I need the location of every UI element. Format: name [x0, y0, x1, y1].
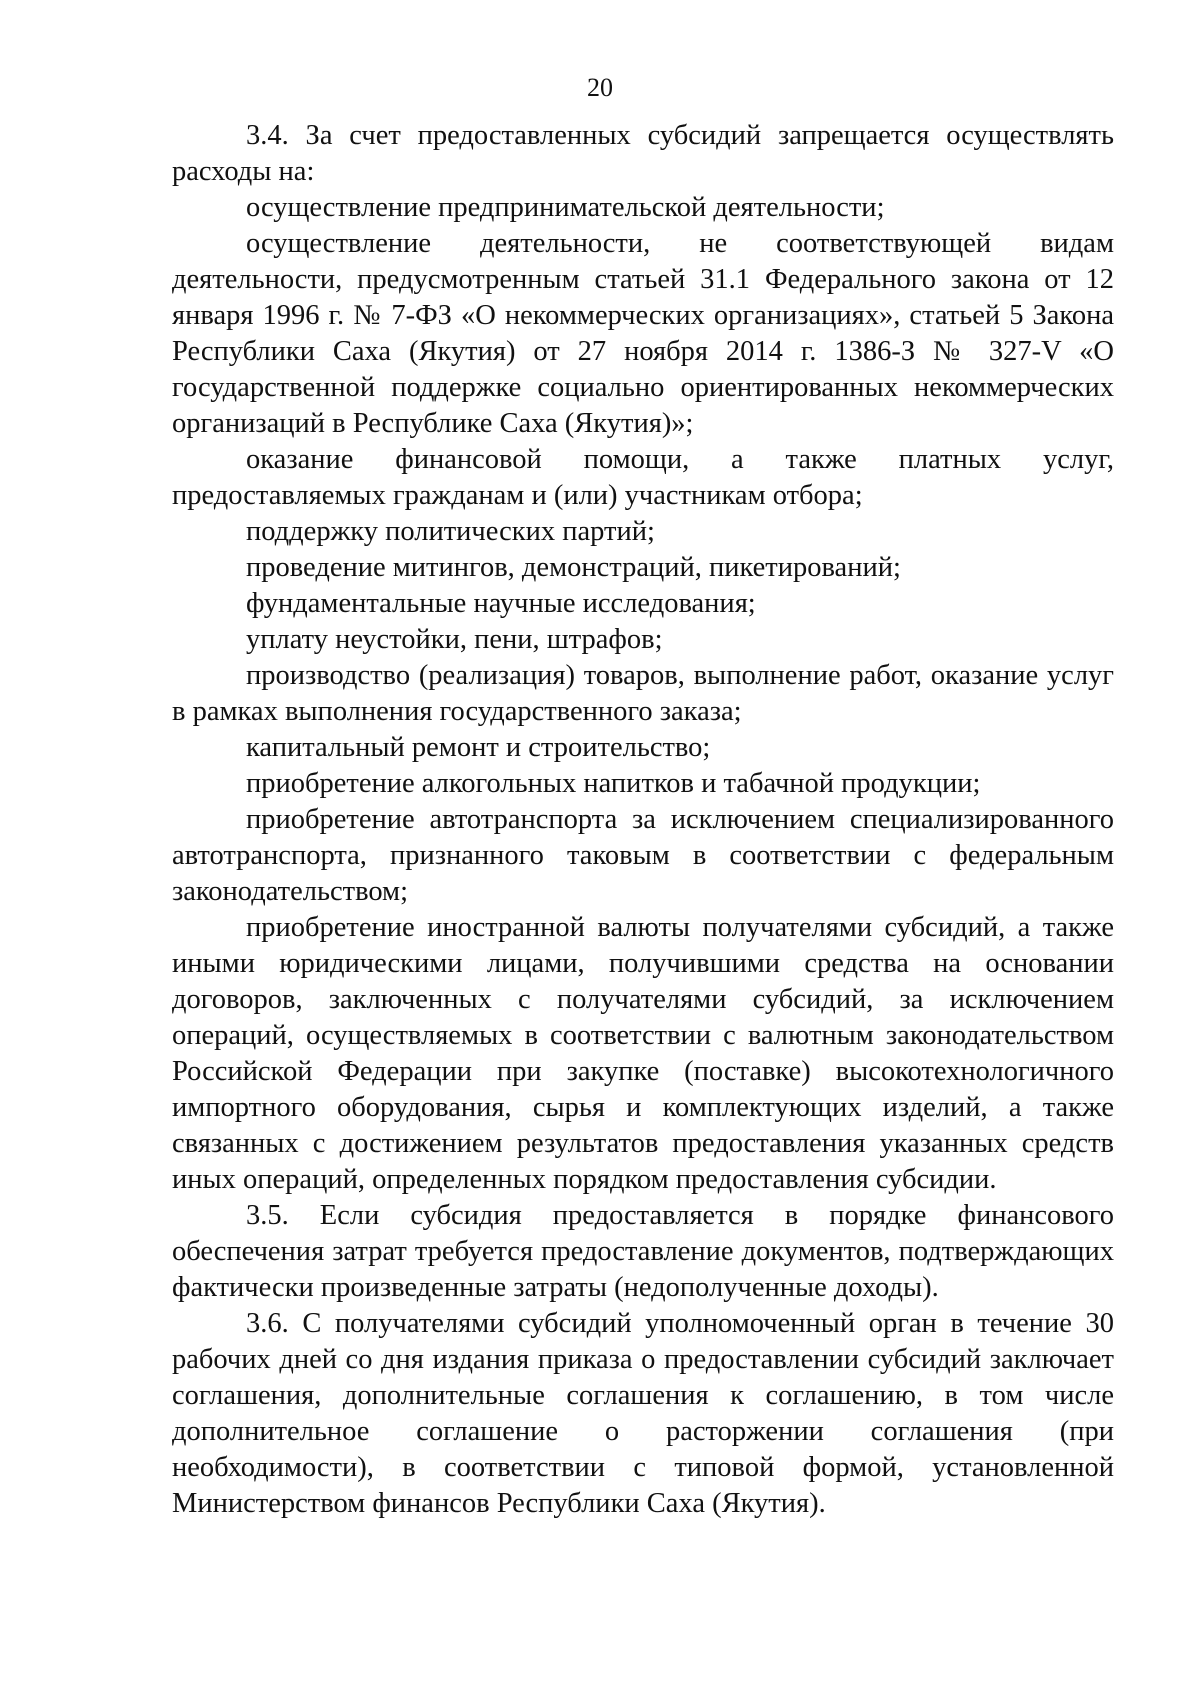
list-item: приобретение иностранной валюты получателями субсидий, а также иными юридическими лицами, получившими средства на основании договоров, заключенных с получателями субсидий, за исключением операций, осуществляемых в соответствии с валютным законодательством Российской Федерации при закупке (поставке) высокотехнологичного импортного оборудования, сырья и комплектующих изделий, а также связанных с достижением результатов предоставления указанных средств иных операций, определенных порядком предоставления субсидии. [172, 912, 1114, 1195]
list-item: производство (реализация) товаров, выполнение работ, оказание услуг в рамках выполнения государственного заказа; [172, 660, 1114, 727]
list-item: осуществление предпринимательской деятельности; [246, 192, 885, 223]
list-item: приобретение автотранспорта за исключением специализированного автотранспорта, признанного таковым в соответствии с федеральным законодательством; [172, 804, 1114, 907]
list-item: фундаментальные научные исследования; [246, 588, 756, 619]
list-item: проведение митингов, демонстраций, пикетирований; [246, 552, 901, 583]
page-number: 20 [587, 73, 613, 102]
paragraph-3-5: 3.5. Если субсидия предоставляется в порядке финансового обеспечения затрат требуется предоставление документов, подтверждающих фактически произведенные затраты (недополученные доходы). [172, 1200, 1114, 1303]
document-body [172, 118, 1114, 1522]
list-item: поддержку политических партий; [246, 516, 655, 547]
list-item: оказание финансовой помощи, а также платных услуг, предоставляемых гражданам и (или) участникам отбора; [172, 444, 1114, 511]
list-item: капитальный ремонт и строительство; [246, 732, 711, 763]
list-item: уплату неустойки, пени, штрафов; [246, 624, 663, 655]
paragraph-3-4-intro: 3.4. За счет предоставленных субсидий запрещается осуществлять расходы на: [172, 120, 1114, 187]
list-item: приобретение алкогольных напитков и табачной продукции; [246, 768, 981, 799]
list-item: осуществление деятельности, не соответствующей видам деятельности, предусмотренным статьей 31.1 Федерального закона от 12 января 1996 г. № 7-ФЗ «О некоммерческих организациях», статьей 5 Закона Республики Саха (Якутия) от 27 ноября 2014 г. 1386-З № 327-V «О государственной поддержке социально ориентированных некоммерческих организаций в Республике Саха (Якутия)»; [172, 228, 1114, 439]
paragraph-3-6: 3.6. С получателями субсидий уполномоченный орган в течение 30 рабочих дней со дня издания приказа о предоставлении субсидий заключает соглашения, дополнительные соглашения к соглашению, в том числе дополнительное соглашение о расторжении соглашения (при необходимости), в соответствии с типовой формой, установленной Министерством финансов Республики Саха (Якутия). [172, 1308, 1114, 1519]
